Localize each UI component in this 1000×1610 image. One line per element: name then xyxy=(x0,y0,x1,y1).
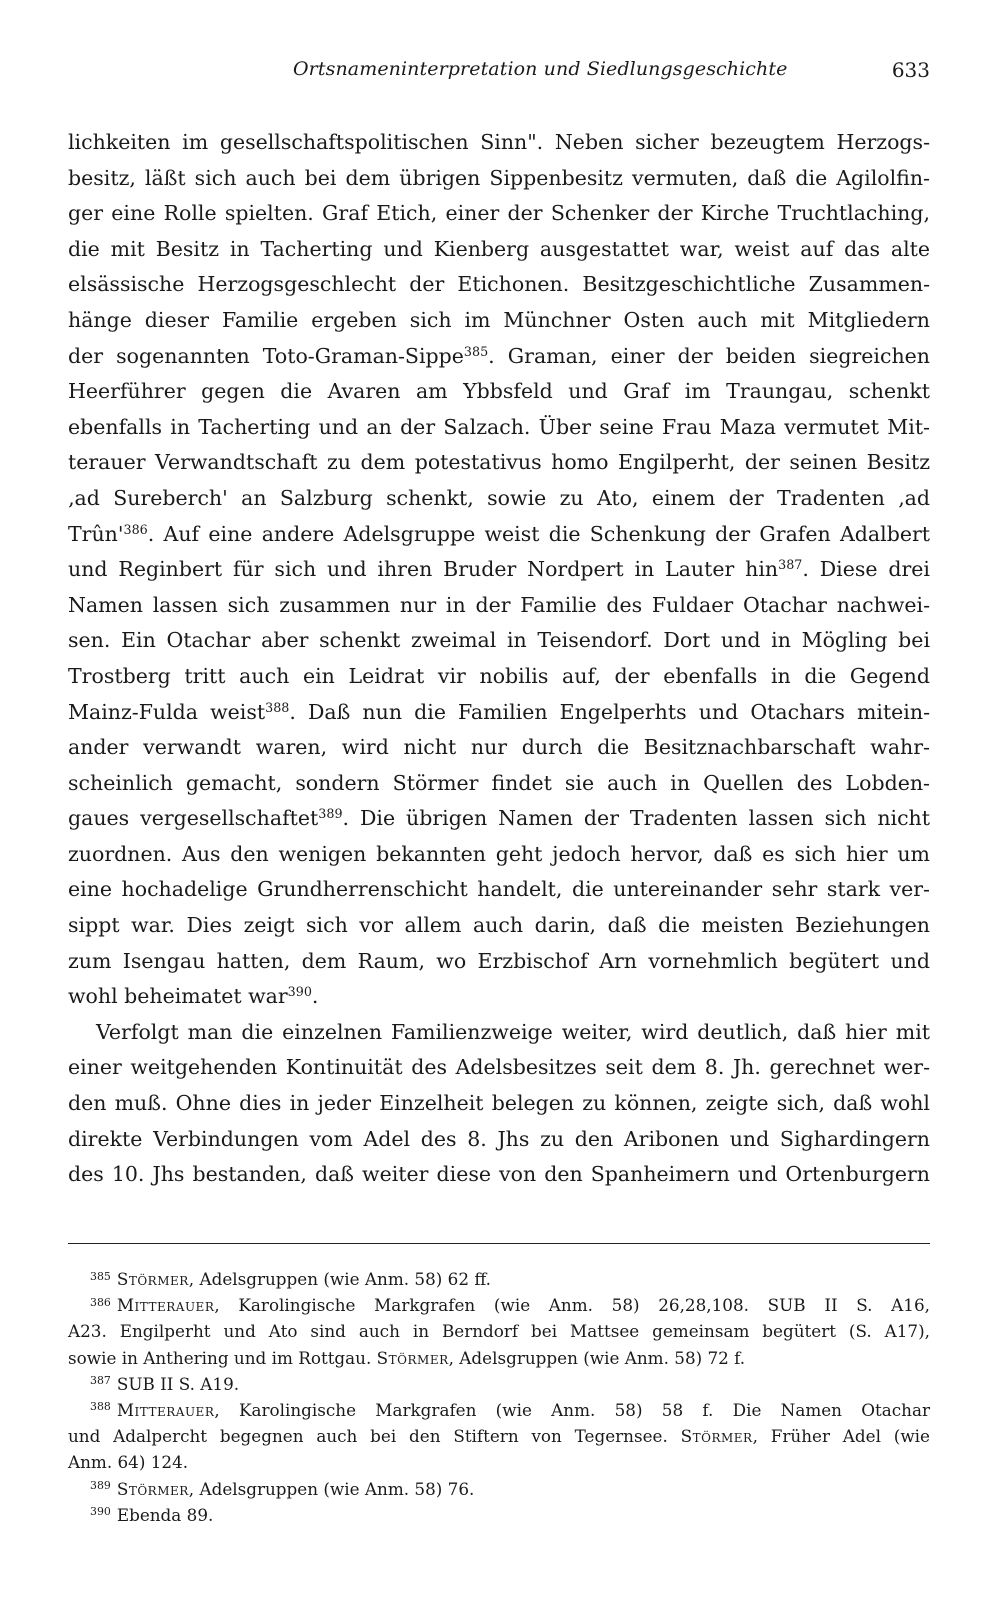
text-line: sen. Ein Otachar aber schenkt zweimal in Teisendorf. Dort und in Mögling bei xyxy=(68,628,930,653)
footnote-ref[interactable]: 386 xyxy=(123,521,148,537)
text-line: besitz, läßt sich auch bei dem übrigen Sippenbesitz vermuten, daß die Agilolfin- xyxy=(68,165,930,190)
footnote-author: Mitterauer xyxy=(116,1295,215,1316)
footnote-text: sowie in Anthering und im Rottgau. xyxy=(68,1347,377,1368)
footnote-text: , Früher Adel (wie xyxy=(752,1426,930,1447)
text-line xyxy=(68,979,930,1015)
text-fragment: . xyxy=(311,984,319,1009)
text-line: zuordnen. Aus den wenigen bekannten geht jedoch hervor, daß es sich hier um xyxy=(68,841,930,866)
text-line: direkte Verbindungen vom Adel des 8. Jhs zu den Aribonen und Sighardingern xyxy=(68,1126,930,1151)
text-fragment: . Daß nun die Familien Engelperhts und Otachars mitein- xyxy=(289,699,930,724)
footnote-389 xyxy=(68,1476,930,1502)
text-fragment: Trûn' xyxy=(68,521,124,546)
main-text xyxy=(68,125,930,1193)
text-line: zum Isengau hatten, dem Raum, wo Erzbischof Arn vornehmlich begütert und xyxy=(68,948,930,973)
footnote-ref[interactable]: 387 xyxy=(778,557,803,573)
text-fragment: Mainz-Fulda weist xyxy=(68,699,266,724)
footnote-text: und Adalpercht begegnen auch bei den Stiftern von Tegernsee. xyxy=(68,1426,681,1447)
footnote-text: Ebenda 89. xyxy=(116,1504,214,1525)
text-line: Heerführer gegen die Avaren am Ybbsfeld und Graf im Traungau, schenkt xyxy=(68,379,930,404)
text-line: des 10. Jhs bestanden, daß weiter diese von den Spanheimern und Ortenburgern xyxy=(68,1162,930,1187)
text-fragment: . Diese drei xyxy=(802,557,930,582)
text-line: Trostberg tritt auch ein Leidrat vir nobilis auf, der ebenfalls in die Gegend xyxy=(68,663,930,688)
text-line: hänge dieser Familie ergeben sich im Münchner Osten auch mit Mitgliedern xyxy=(68,307,930,332)
footnote-ref[interactable]: 389 xyxy=(318,806,343,822)
footnote-line: A23. Engilperht und Ato sind auch in Berndorf bei Mattsee gemeinsam begütert (S. A17), xyxy=(68,1321,930,1342)
text-fragment: . Graman, einer der beiden siegreichen xyxy=(488,343,930,368)
text-line xyxy=(68,552,930,588)
text-fragment: gaues vergesellschaftet xyxy=(68,806,319,831)
text-line xyxy=(68,695,930,731)
footnote-number: 386 xyxy=(90,1295,111,1309)
footnote-number: 388 xyxy=(90,1400,111,1414)
footnote-385 xyxy=(68,1266,930,1292)
text-line: ger eine Rolle spielten. Graf Etich, einer der Schenker der Kirche Truchtlaching, xyxy=(68,201,930,226)
text-line: elsässische Herzogsgeschlecht der Etichonen. Besitzgeschichtliche Zusammen- xyxy=(68,272,930,297)
text-line: ander verwandt waren, wird nicht nur durch die Besitznachbarschaft wahr- xyxy=(68,735,930,760)
footnote-text: , Adelsgruppen (wie Anm. 58) 62 ff. xyxy=(188,1269,491,1289)
footnote-author: Störmer xyxy=(116,1478,189,1499)
text-line xyxy=(68,339,930,375)
footnote-390 xyxy=(68,1502,930,1528)
footnote-text: , Adelsgruppen (wie Anm. 58) 76. xyxy=(188,1478,475,1499)
text-fragment: der sogenannten Toto-Graman-Sippe xyxy=(68,343,464,368)
footnote-ref[interactable]: 390 xyxy=(287,984,312,1000)
footnote-388 xyxy=(68,1397,930,1423)
footnote-number: 387 xyxy=(90,1374,111,1388)
footnote-text: , Karolingische Markgrafen (wie Anm. 58) 26,28,108. SUB II S. A16, xyxy=(214,1295,930,1316)
footnote-author: Störmer xyxy=(116,1269,189,1289)
text-line: sippt war. Dies zeigt sich vor allem auch darin, daß die meisten Beziehungen xyxy=(68,913,930,938)
text-fragment: wohl beheimatet war xyxy=(68,984,288,1009)
page-number: 633 xyxy=(891,58,930,82)
footnote-author: Störmer xyxy=(680,1426,753,1447)
text-fragment: . Die übrigen Namen der Tradenten lassen sich nicht xyxy=(342,806,930,831)
footnote-text: , Adelsgruppen (wie Anm. 58) 72 f. xyxy=(448,1347,746,1368)
running-title: Ortsnameninterpretation und Siedlungsgeschichte xyxy=(293,58,788,80)
footnote-author: Störmer xyxy=(376,1347,449,1368)
text-line: eine hochadelige Grundherrenschicht handelt, die untereinander sehr stark ver- xyxy=(68,877,930,902)
footnotes xyxy=(68,1266,930,1528)
footnote-line xyxy=(68,1423,930,1449)
footnote-author: Mitterauer xyxy=(116,1399,215,1420)
text-line: terauer Verwandtschaft zu dem potestativus homo Engilperht, der seinen Besitz xyxy=(68,450,930,475)
text-line xyxy=(68,801,930,837)
running-header xyxy=(68,58,930,88)
text-line: die mit Besitz in Tacherting und Kienberg ausgestattet war, weist auf das alte xyxy=(68,236,930,261)
footnote-text: , Karolingische Markgrafen (wie Anm. 58) 58 f. Die Namen Otachar xyxy=(214,1399,930,1420)
text-line: einer weitgehenden Kontinuität des Adelsbesitzes seit dem 8. Jh. gerechnet wer- xyxy=(68,1055,930,1080)
footnote-line xyxy=(68,1345,930,1371)
text-line xyxy=(68,517,930,553)
footnote-text: SUB II S. A19. xyxy=(116,1373,240,1394)
text-line: den muß. Ohne dies in jeder Einzelheit belegen zu können, zeigte sich, daß wohl xyxy=(68,1091,930,1116)
text-line: ebenfalls in Tacherting und an der Salzach. Über seine Frau Maza vermutet Mit- xyxy=(68,414,930,439)
footnote-387 xyxy=(68,1371,930,1397)
footnote-divider xyxy=(68,1243,930,1244)
footnote-number: 389 xyxy=(90,1479,111,1493)
footnote-line: Anm. 64) 124. xyxy=(68,1452,189,1473)
text-line: Namen lassen sich zusammen nur in der Familie des Fuldaer Otachar nachwei- xyxy=(68,592,930,617)
text-fragment: . Auf eine andere Adelsgruppe weist die Schenkung der Grafen Adalbert xyxy=(147,521,930,546)
text-line: lichkeiten im gesellschaftspolitischen Sinn". Neben sicher bezeugtem Herzogs- xyxy=(68,130,930,154)
text-line: Verfolgt man die einzelnen Familienzweige weiter, wird deutlich, daß hier mit xyxy=(96,1019,930,1044)
footnote-number: 385 xyxy=(90,1269,111,1283)
footnote-386 xyxy=(68,1292,930,1318)
text-fragment: und Reginbert für sich und ihren Bruder Nordpert in Lauter hin xyxy=(68,557,779,582)
text-line: scheinlich gemacht, sondern Störmer findet sie auch in Quellen des Lobden- xyxy=(68,770,930,795)
footnote-ref[interactable]: 385 xyxy=(463,343,489,359)
footnote-number: 390 xyxy=(90,1505,111,1519)
text-line: ‚ad Sureberch' an Salzburg schenkt, sowie zu Ato, einem der Tradenten ‚ad xyxy=(68,485,930,510)
footnote-ref[interactable]: 388 xyxy=(265,699,290,715)
